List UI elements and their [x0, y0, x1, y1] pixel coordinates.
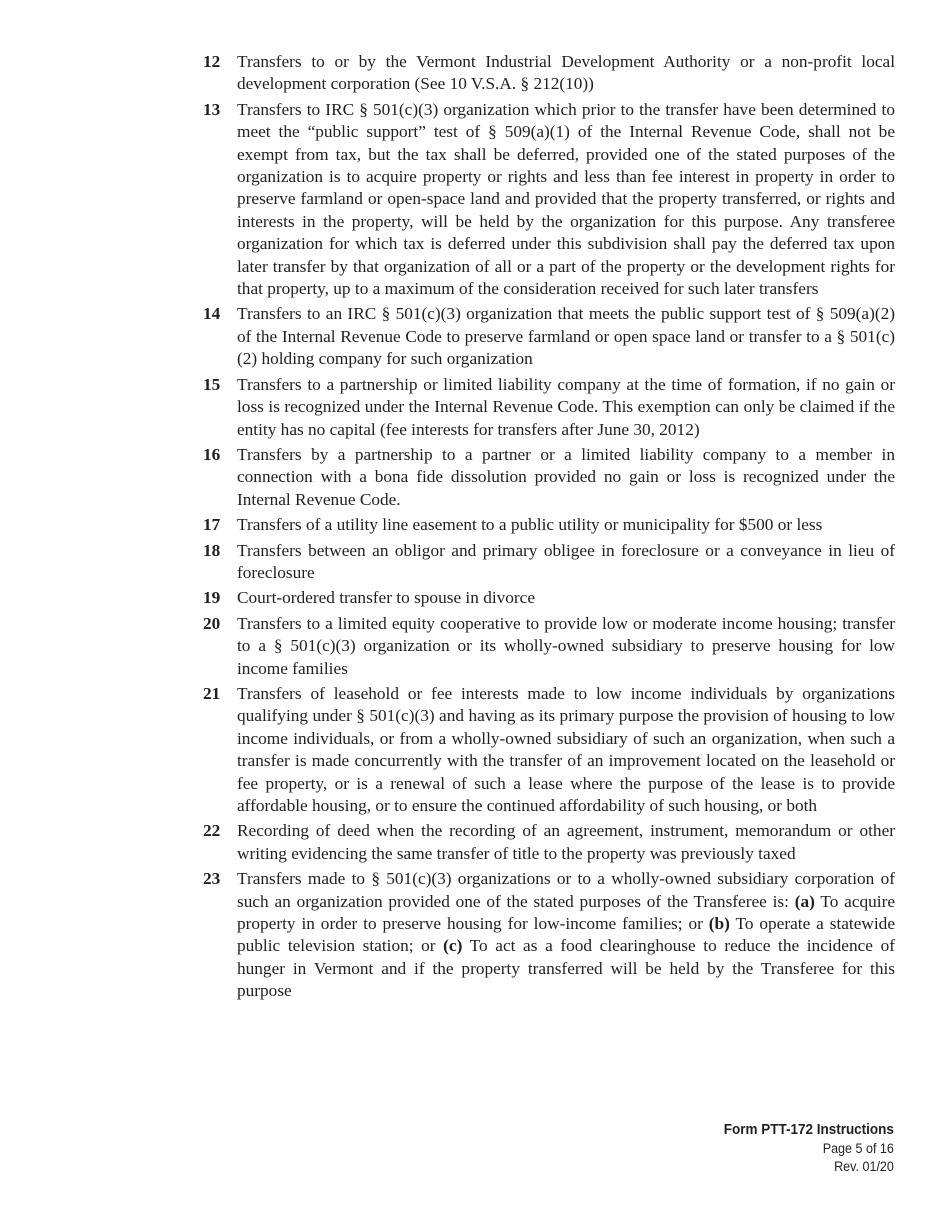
form-title: Form PTT-172 Instructions	[723, 1122, 894, 1138]
item23-label-a: (a)	[794, 891, 815, 911]
exemption-number: 12	[203, 52, 221, 71]
page-footer	[711, 1121, 894, 1176]
exemption-item-22	[203, 820, 895, 865]
exemption-item-16	[203, 444, 895, 511]
exemption-number: 13	[203, 99, 221, 119]
exemption-item-13	[203, 99, 895, 301]
item23-label-b: (b)	[708, 914, 730, 934]
page-number: Page 5 of 16	[822, 1141, 894, 1156]
exemption-item-19	[203, 587, 895, 609]
exemption-item-15	[203, 374, 895, 441]
exemption-text: Transfers between an obligor and primary obligee in foreclosure or a conveyance in lieu of foreclosure	[237, 540, 895, 582]
exemption-item-14	[203, 303, 895, 370]
exemption-number: 21	[203, 683, 221, 703]
exemption-item-12	[203, 51, 895, 96]
exemption-text: Transfers to an IRC § 501(c)(3) organization that meets the public support test of § 509(a)(2) of the Internal Revenue Code to preserve farmland or open space land or transfer to a § 501(c)(2) holding company for such organization	[237, 304, 895, 369]
exemption-item-18	[203, 540, 895, 585]
item23-text-a: To acquire property in order to preserve housing for low-income families; or	[237, 891, 895, 934]
item23-text-b: To operate a statewide public television station; or	[237, 914, 895, 956]
exemption-text: Transfers of a utility line easement to a public utility or municipality for $500 or less	[237, 515, 823, 535]
exemption-number: 18	[203, 540, 221, 560]
exemption-text: Court-ordered transfer to spouse in divorce	[237, 588, 536, 608]
exemption-number: 23	[203, 869, 221, 889]
exemption-text: Transfers of leasehold or fee interests made to low income individuals by organizations qualifying under § 501(c)(3) and having as its primary purpose the provision of housing to low income individuals, or from a wholly-owned subsidiary of such an organization, when such a transfer is made concurrently with the transfer of an improvement located on the leasehold or fee property, or is a renewal of such a lease where the purpose of the lease is to provide affordable housing, or to ensure the continued affordability of such housing, or both	[237, 683, 895, 815]
exemption-text: Transfers to a partnership or limited liability company at the time of formation, if no gain or loss is recognized under the Internal Revenue Code. This exemption can only be claimed if the entity has no capital (fee interests for transfers after June 30, 2012)	[237, 374, 895, 439]
exemption-number: 14	[203, 304, 221, 324]
exemption-number: 22	[203, 821, 221, 841]
exemption-number: 16	[203, 444, 221, 464]
item23-intro: Transfers made to § 501(c)(3) organizations or to a wholly-owned subsidiary corporation of such an organization provided one of the stated purposes of the Transferee is:	[237, 869, 895, 911]
exemption-number: 17	[203, 515, 221, 535]
exemption-text: Transfers to or by the Vermont Industrial Development Authority or a non-profit local development corporation (See 10 V.S.A. § 212(10))	[237, 52, 895, 94]
exemption-text: Recording of deed when the recording of an agreement, instrument, memorandum or other writing evidencing the same transfer of title to the property was previously taxed	[237, 821, 895, 863]
exemption-item-21	[203, 683, 895, 817]
exemption-item-17	[203, 514, 895, 536]
exemption-text: Transfers to IRC § 501(c)(3) organization which prior to the transfer have been determined to meet the “public support” test of § 509(a)(1) of the Internal Revenue Code, shall not be exempt from tax, but the tax shall be deferred, provided one of the stated purposes of the organization is to acquire property or rights and less than fee interest in property in order to preserve farmland or open-space land and provided that the property transferred, or rights and interests in the property, will be held by the organization for this purpose. Any transferee organization for which tax is deferred under this subdivision shall pay the deferred tax upon later transfer by that organization of all or a part of the property or the development rights for that property, up to a maximum of the consideration received for such later transfers	[237, 99, 895, 299]
exemption-item-20	[203, 613, 895, 680]
exemption-text: Transfers to a limited equity cooperative to provide low or moderate income housing; transfer to a § 501(c)(3) organization or its wholly-owned subsidiary to preserve housing for low income families	[237, 613, 895, 678]
exemption-number: 20	[203, 613, 221, 633]
item23-label-c: (c)	[443, 936, 463, 956]
exemption-text: Transfers by a partnership to a partner or a limited liability company to a member in connection with a bona fide dissolution provided no gain or loss is recognized under the Internal Revenue Code.	[237, 444, 895, 509]
exemption-number: 15	[203, 374, 221, 394]
exemption-list	[203, 51, 895, 1006]
revision-date: Rev. 01/20	[834, 1159, 894, 1174]
exemption-text	[237, 868, 895, 1002]
exemption-number: 19	[203, 588, 221, 608]
exemption-item-23	[203, 868, 895, 1002]
item23-text-c: To act as a food clearinghouse to reduce the incidence of hunger in Vermont and if the property transferred will be held by the Transferee for this purpose	[237, 936, 895, 1001]
